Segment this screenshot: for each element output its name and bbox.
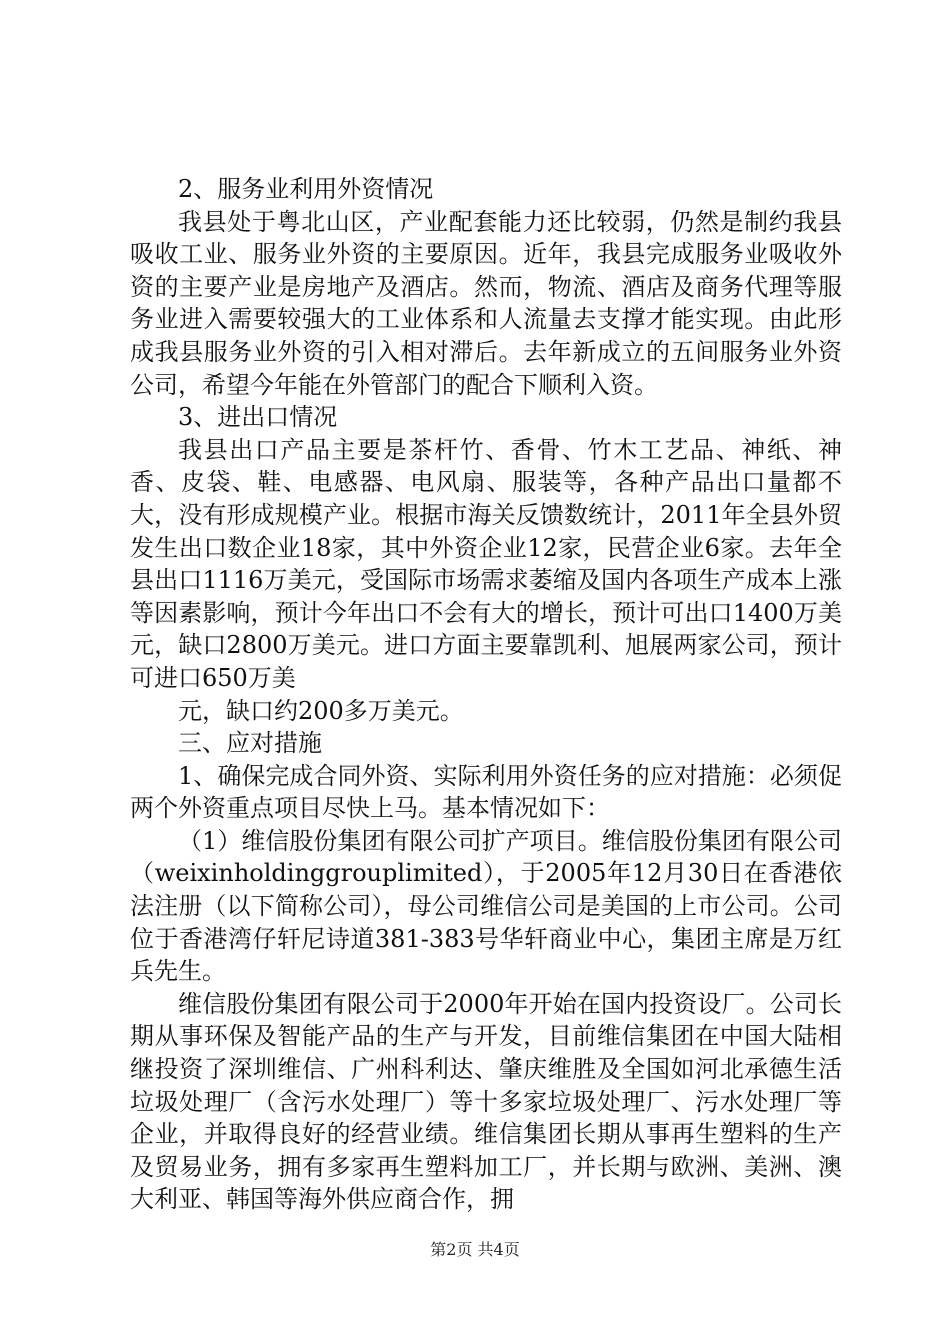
paragraph-import-export: 我县出口产品主要是茶杆竹、香骨、竹木工艺品、神纸、神香、皮袋、鞋、电感器、电风扇、服装等，各种产品出口量都不大，没有形成规模产业。根据市海关反馈数统计，2011年全县外贸发生出口数企业18家，其中外资企业12家，民营企业6家。去年全县出口1116万美元，受国际市场需求萎缩及国内各项生产成本上涨等因素影响，预计今年出口不会有大的增长，预计可出口1400万美元，缺口2800万美元。进口方面主要靠凯利、旭展两家公司，预计可进口650万美 bbox=[130, 435, 842, 692]
paragraph-weixin-history: 维信股份集团有限公司于2000年开始在国内投资设厂。公司长期从事环保及智能产品的生产与开发，目前维信集团在中国大陆相继投资了深圳维信、广州科利达、肇庆维胜及全国如河北承德生活垃圾处理厂（含污水处理厂）等十多家垃圾处理厂、污水处理厂等企业，并取得良好的经营业绩。维信集团长期从事再生塑料的生产及贸易业务，拥有多家再生塑料加工厂，并长期与欧洲、美洲、澳大利亚、韩国等海外供应商合作，拥 bbox=[130, 989, 842, 1214]
page-footer: 第2页 共4页 bbox=[430, 1240, 520, 1259]
document-body bbox=[130, 173, 842, 1216]
section-heading-import-export: 3、进出口情况 bbox=[178, 403, 338, 432]
paragraph-measures-intro: 1、确保完成合同外资、实际利用外资任务的应对措施：必须促两个外资重点项目尽快上马。基本情况如下： bbox=[130, 761, 842, 823]
paragraph-import-gap: 元，缺口约200多万美元。 bbox=[178, 696, 464, 725]
paragraph-services: 我县处于粤北山区，产业配套能力还比较弱，仍然是制约我县吸收工业、服务业外资的主要原因。近年，我县完成服务业吸收外资的主要产业是房地产及酒店。然而，物流、酒店及商务代理等服务业进入需要较强大的工业体系和人流量去支撑才能实现。由此形成我县服务业外资的引入相对滞后。去年新成立的五间服务业外资公司，希望今年能在外管部门的配合下顺利入资。 bbox=[130, 207, 842, 399]
paragraph-weixin-expansion: （1）维信股份集团有限公司扩产项目。维信股份集团有限公司（weixinholdinggrouplimited），于2005年12月30日在香港依法注册（以下简称公司），母公司维信公司是美国的上市公司。公司位于香港湾仔轩尼诗道381-383号华轩商业中心，集团主席是万红兵先生。 bbox=[130, 826, 842, 986]
section-heading-services: 2、服务业利用外资情况 bbox=[178, 175, 434, 203]
section-heading-measures: 三、应对措施 bbox=[178, 729, 322, 758]
